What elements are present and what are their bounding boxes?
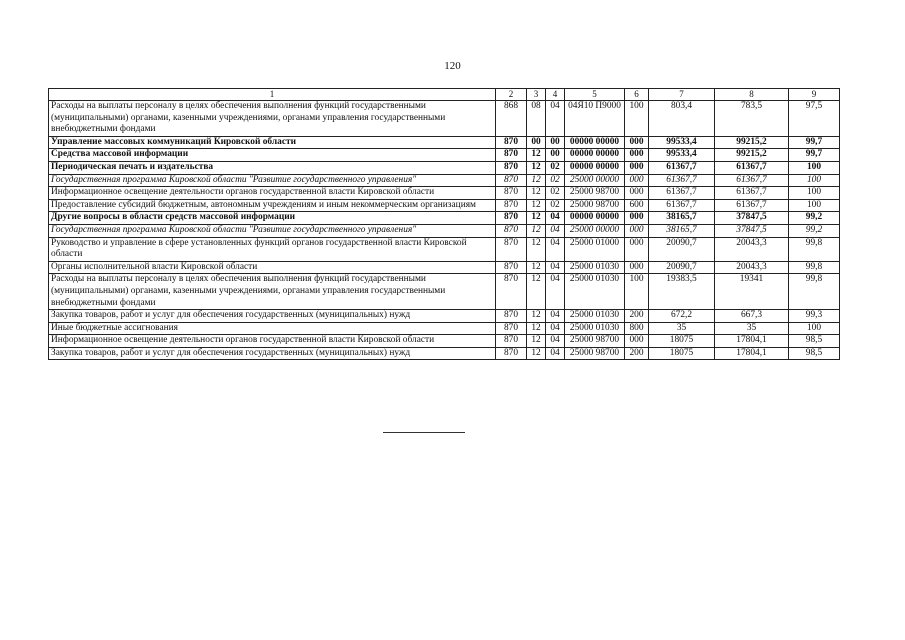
table-row [49, 261, 840, 274]
section-cell: 12 [527, 174, 546, 187]
admin-code-cell: 870 [496, 199, 527, 212]
percent-cell: 98,5 [789, 335, 840, 348]
actual-amount-cell: 35 [715, 322, 789, 335]
expense-type-cell: 000 [625, 174, 649, 187]
section-cell: 12 [527, 161, 546, 174]
expense-type-cell: 100 [625, 101, 649, 137]
plan-amount-cell: 99533,4 [649, 149, 715, 162]
row-name-cell: Управление массовых коммуникаций Кировской области [49, 136, 496, 149]
target-article-cell: 25000 98700 [565, 199, 625, 212]
subsection-cell: 02 [546, 174, 565, 187]
admin-code-cell: 870 [496, 136, 527, 149]
subsection-cell: 04 [546, 335, 565, 348]
section-cell: 12 [527, 237, 546, 261]
actual-amount-cell: 17804,1 [715, 347, 789, 360]
plan-amount-cell: 18075 [649, 347, 715, 360]
percent-cell: 100 [789, 187, 840, 200]
actual-amount-cell: 667,3 [715, 310, 789, 323]
section-cell: 12 [527, 310, 546, 323]
page-number: 120 [444, 60, 461, 72]
percent-cell: 99,7 [789, 149, 840, 162]
target-article-cell: 25000 01030 [565, 322, 625, 335]
plan-amount-cell: 61367,7 [649, 174, 715, 187]
expense-type-cell: 000 [625, 212, 649, 225]
plan-amount-cell: 18075 [649, 335, 715, 348]
row-name-cell: Иные бюджетные ассигнования [49, 322, 496, 335]
actual-amount-cell: 61367,7 [715, 199, 789, 212]
admin-code-cell: 870 [496, 310, 527, 323]
expense-type-cell: 200 [625, 347, 649, 360]
plan-amount-cell: 38165,7 [649, 224, 715, 237]
target-article-cell: 25000 98700 [565, 347, 625, 360]
table-row [49, 274, 840, 310]
admin-code-cell: 870 [496, 322, 527, 335]
subsection-cell: 04 [546, 347, 565, 360]
column-header: 1 [49, 89, 496, 101]
percent-cell: 98,5 [789, 347, 840, 360]
expense-type-cell: 000 [625, 161, 649, 174]
admin-code-cell: 870 [496, 335, 527, 348]
table-row [49, 187, 840, 200]
percent-cell: 100 [789, 322, 840, 335]
budget-table [48, 88, 840, 360]
target-article-cell: 25000 01030 [565, 274, 625, 310]
expense-type-cell: 800 [625, 322, 649, 335]
column-header: 3 [527, 89, 546, 101]
column-header: 6 [625, 89, 649, 101]
expense-type-cell: 000 [625, 261, 649, 274]
admin-code-cell: 870 [496, 274, 527, 310]
admin-code-cell: 870 [496, 149, 527, 162]
expense-type-cell: 000 [625, 224, 649, 237]
row-name-cell: Органы исполнительной власти Кировской области [49, 261, 496, 274]
target-article-cell: 00000 00000 [565, 136, 625, 149]
row-name-cell: Средства массовой информации [49, 149, 496, 162]
section-cell: 00 [527, 136, 546, 149]
expense-type-cell: 000 [625, 237, 649, 261]
table-row [49, 224, 840, 237]
percent-cell: 99,2 [789, 224, 840, 237]
actual-amount-cell: 99215,2 [715, 136, 789, 149]
target-article-cell: 04Я10 П9000 [565, 101, 625, 137]
column-header: 5 [565, 89, 625, 101]
percent-cell: 99,8 [789, 237, 840, 261]
target-article-cell: 25000 01030 [565, 261, 625, 274]
target-article-cell: 25000 98700 [565, 187, 625, 200]
percent-cell: 99,8 [789, 261, 840, 274]
admin-code-cell: 870 [496, 174, 527, 187]
column-header: 9 [789, 89, 840, 101]
actual-amount-cell: 61367,7 [715, 174, 789, 187]
subsection-cell: 04 [546, 237, 565, 261]
plan-amount-cell: 20090,7 [649, 237, 715, 261]
actual-amount-cell: 37847,5 [715, 224, 789, 237]
subsection-cell: 04 [546, 101, 565, 137]
admin-code-cell: 870 [496, 212, 527, 225]
expense-type-cell: 000 [625, 335, 649, 348]
actual-amount-cell: 37847,5 [715, 212, 789, 225]
table-row [49, 237, 840, 261]
plan-amount-cell: 35 [649, 322, 715, 335]
subsection-cell: 04 [546, 322, 565, 335]
expense-type-cell: 000 [625, 187, 649, 200]
row-name-cell: Закупка товаров, работ и услуг для обеспечения государственных (муниципальных) нужд [49, 347, 496, 360]
expense-type-cell: 200 [625, 310, 649, 323]
section-cell: 12 [527, 149, 546, 162]
admin-code-cell: 870 [496, 261, 527, 274]
actual-amount-cell: 20043,3 [715, 261, 789, 274]
percent-cell: 100 [789, 199, 840, 212]
subsection-cell: 04 [546, 261, 565, 274]
target-article-cell: 00000 00000 [565, 149, 625, 162]
subsection-cell: 04 [546, 212, 565, 225]
table-row [49, 212, 840, 225]
subsection-cell: 00 [546, 136, 565, 149]
percent-cell: 99,2 [789, 212, 840, 225]
section-cell: 12 [527, 261, 546, 274]
admin-code-cell: 868 [496, 101, 527, 137]
admin-code-cell: 870 [496, 237, 527, 261]
plan-amount-cell: 61367,7 [649, 187, 715, 200]
subsection-cell: 04 [546, 274, 565, 310]
table-row [49, 310, 840, 323]
table-row [49, 174, 840, 187]
actual-amount-cell: 61367,7 [715, 187, 789, 200]
plan-amount-cell: 20090,7 [649, 261, 715, 274]
target-article-cell: 25000 98700 [565, 335, 625, 348]
target-article-cell: 25000 01000 [565, 237, 625, 261]
subsection-cell: 02 [546, 187, 565, 200]
admin-code-cell: 870 [496, 224, 527, 237]
row-name-cell: Предоставление субсидий бюджетным, автономным учреждениям и иным некоммерческим организациям [49, 199, 496, 212]
section-cell: 12 [527, 212, 546, 225]
section-cell: 12 [527, 335, 546, 348]
row-name-cell: Государственная программа Кировской области "Развитие государственного управления" [49, 224, 496, 237]
subsection-cell: 04 [546, 224, 565, 237]
section-cell: 08 [527, 101, 546, 137]
expense-type-cell: 000 [625, 136, 649, 149]
plan-amount-cell: 61367,7 [649, 199, 715, 212]
plan-amount-cell: 61367,7 [649, 161, 715, 174]
subsection-cell: 02 [546, 161, 565, 174]
table-row [49, 136, 840, 149]
target-article-cell: 00000 00000 [565, 212, 625, 225]
admin-code-cell: 870 [496, 347, 527, 360]
column-header: 7 [649, 89, 715, 101]
plan-amount-cell: 803,4 [649, 101, 715, 137]
subsection-cell: 04 [546, 310, 565, 323]
row-name-cell: Периодическая печать и издательства [49, 161, 496, 174]
table-header-row [49, 89, 840, 101]
separator-line [383, 432, 465, 433]
section-cell: 12 [527, 199, 546, 212]
section-cell: 12 [527, 224, 546, 237]
section-cell: 12 [527, 322, 546, 335]
actual-amount-cell: 61367,7 [715, 161, 789, 174]
actual-amount-cell: 17804,1 [715, 335, 789, 348]
column-header: 8 [715, 89, 789, 101]
row-name-cell: Расходы на выплаты персоналу в целях обеспечения выполнения функций государственными (муниципальными) органами, казенными учреждениями, органами управления государственными внебюджетными фондами [49, 101, 496, 137]
section-cell: 12 [527, 187, 546, 200]
table-row [49, 161, 840, 174]
admin-code-cell: 870 [496, 187, 527, 200]
actual-amount-cell: 19341 [715, 274, 789, 310]
percent-cell: 99,7 [789, 136, 840, 149]
section-cell: 12 [527, 274, 546, 310]
percent-cell: 97,5 [789, 101, 840, 137]
table-row [49, 335, 840, 348]
target-article-cell: 00000 00000 [565, 161, 625, 174]
plan-amount-cell: 99533,4 [649, 136, 715, 149]
expense-type-cell: 600 [625, 199, 649, 212]
expense-type-cell: 000 [625, 149, 649, 162]
subsection-cell: 00 [546, 149, 565, 162]
percent-cell: 100 [789, 174, 840, 187]
column-header: 4 [546, 89, 565, 101]
table-row [49, 101, 840, 137]
expense-type-cell: 100 [625, 274, 649, 310]
table-row [49, 322, 840, 335]
plan-amount-cell: 38165,7 [649, 212, 715, 225]
target-article-cell: 25000 00000 [565, 224, 625, 237]
admin-code-cell: 870 [496, 161, 527, 174]
row-name-cell: Закупка товаров, работ и услуг для обеспечения государственных (муниципальных) нужд [49, 310, 496, 323]
target-article-cell: 25000 01030 [565, 310, 625, 323]
table-row [49, 149, 840, 162]
table-row [49, 199, 840, 212]
table-body [49, 101, 840, 360]
percent-cell: 99,8 [789, 274, 840, 310]
row-name-cell: Руководство и управление в сфере установленных функций органов государственной власти Кировской области [49, 237, 496, 261]
target-article-cell: 25000 00000 [565, 174, 625, 187]
actual-amount-cell: 99215,2 [715, 149, 789, 162]
actual-amount-cell: 783,5 [715, 101, 789, 137]
percent-cell: 100 [789, 161, 840, 174]
row-name-cell: Государственная программа Кировской области "Развитие государственного управления" [49, 174, 496, 187]
section-cell: 12 [527, 347, 546, 360]
row-name-cell: Другие вопросы в области средств массовой информации [49, 212, 496, 225]
actual-amount-cell: 20043,3 [715, 237, 789, 261]
percent-cell: 99,3 [789, 310, 840, 323]
plan-amount-cell: 19383,5 [649, 274, 715, 310]
plan-amount-cell: 672,2 [649, 310, 715, 323]
column-header: 2 [496, 89, 527, 101]
row-name-cell: Расходы на выплаты персоналу в целях обеспечения выполнения функций государственными (муниципальными) органами, казенными учреждениями, органами управления государственными внебюджетными фондами [49, 274, 496, 310]
row-name-cell: Информационное освещение деятельности органов государственной власти Кировской области [49, 187, 496, 200]
row-name-cell: Информационное освещение деятельности органов государственной власти Кировской области [49, 335, 496, 348]
subsection-cell: 02 [546, 199, 565, 212]
table-row [49, 347, 840, 360]
